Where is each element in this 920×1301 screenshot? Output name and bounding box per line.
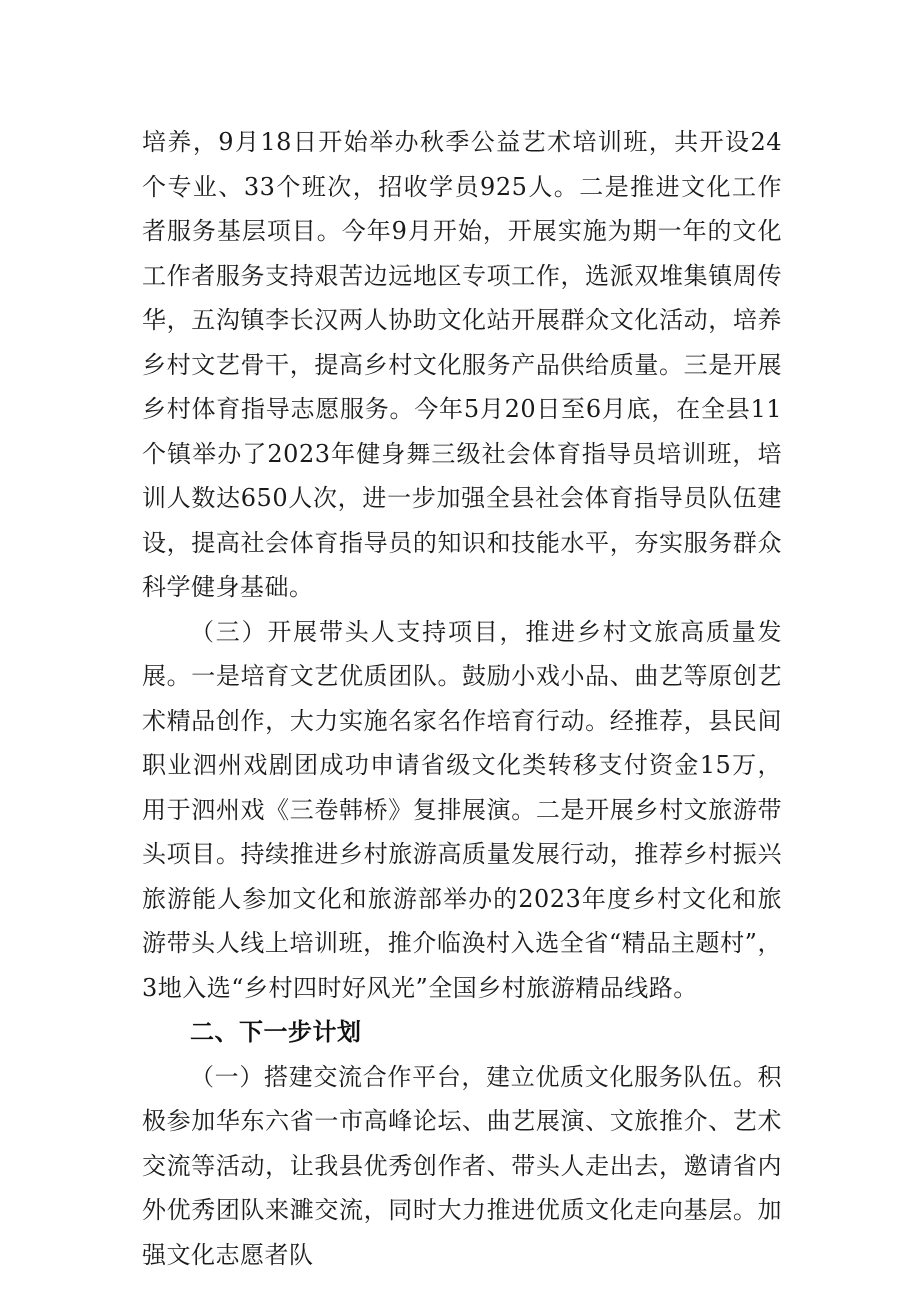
document-body — [142, 120, 782, 1277]
paragraph-section-three: （三）开展带头人支持项目，推进乡村文旅高质量发展。一是培育文艺优质团队。鼓励小戏小品、曲艺等原创艺术精品创作，大力实施名家名作培育行动。经推荐，县民间职业泗州戏剧团成功申请省级文化类转移支付资金15万，用于泗州戏《三卷韩桥》复排展演。二是开展乡村文旅游带头项目。持续推进乡村旅游高质量发展行动，推荐乡村振兴旅游能人参加文化和旅游部举办的2023年度乡村文化和旅游带头人线上培训班，推介临涣村入选全省“精品主题村”，3地入选“乡村四时好风光”全国乡村旅游精品线路。 — [142, 617, 782, 1002]
section-heading-next-steps: 二、下一步计划 — [190, 1018, 362, 1046]
paragraph-plan-one: （一）搭建交流合作平台，建立优质文化服务队伍。积极参加华东六省一市高峰论坛、曲艺展演、文旅推介、艺术交流等活动，让我县优秀创作者、带头人走出去，邀请省内外优秀团队来濉交流，同时大力推进优质文化走向基层。加强文化志愿者队 — [142, 1062, 782, 1269]
paragraph-continuation: 培养，9月18日开始举办秋季公益艺术培训班，共开设24个专业、33个班次，招收学员925人。二是推进文化工作者服务基层项目。今年9月开始，开展实施为期一年的文化工作者服务支持艰苦边远地区专项工作，选派双堆集镇周传华，五沟镇李长汉两人协助文化站开展群众文化活动，培养乡村文艺骨干，提高乡村文化服务产品供给质量。三是开展乡村体育指导志愿服务。今年5月20日至6月底，在全县11个镇举办了2023年健身舞三级社会体育指导员培训班，培训人数达650人次，进一步加强全县社会体育指导员队伍建设，提高社会体育指导员的知识和技能水平，夯实服务群众科学健身基础。 — [142, 128, 782, 601]
